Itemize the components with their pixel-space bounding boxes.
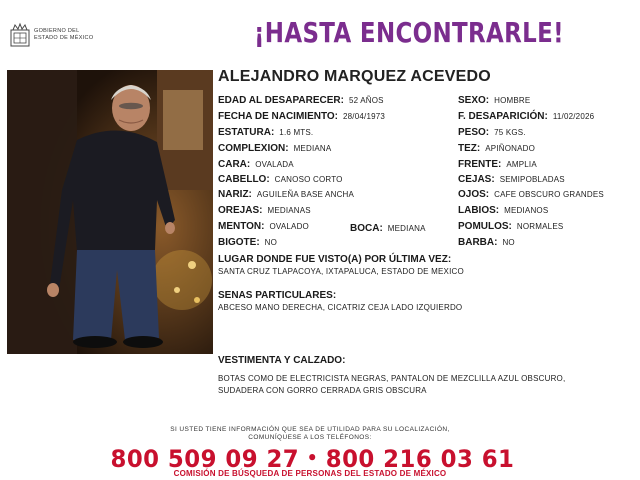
headline: ¡HASTA ENCONTRARLE! xyxy=(254,16,564,49)
phone-separator: • xyxy=(306,448,319,469)
pomulos-value: NORMALES xyxy=(516,222,564,231)
frente-value: AMPLIA xyxy=(506,160,537,169)
field-peso xyxy=(458,127,526,139)
field-barba xyxy=(458,237,515,249)
phone-2[interactable]: 800 216 03 61 xyxy=(325,445,515,473)
barba-value: NO xyxy=(502,238,515,247)
logo-line-2: ESTADO DE MÉXICO xyxy=(34,35,94,41)
field-tez xyxy=(458,143,535,155)
cejas-value: SEMIPOBLADAS xyxy=(499,175,565,184)
field-labios xyxy=(458,205,548,217)
field-sexo xyxy=(458,95,530,107)
phone-1[interactable]: 800 509 09 27 xyxy=(110,445,300,473)
edad-label: EDAD AL DESAPARECER: xyxy=(218,95,344,106)
peso-value: 75 KGS. xyxy=(494,128,526,137)
cabello-label: CABELLO: xyxy=(218,174,270,185)
boca-label: BOCA: xyxy=(350,223,383,234)
desaparicion-label: F. DESAPARICIÓN: xyxy=(458,111,548,122)
estatura-value: 1.6 MTS. xyxy=(279,128,314,137)
orejas-value: MEDIANAS xyxy=(267,206,311,215)
government-logo xyxy=(8,22,128,50)
sexo-value: HOMBRE xyxy=(494,96,531,105)
ojos-value: CAFE OBSCURO GRANDES xyxy=(494,190,604,199)
commission-name: COMISIÓN DE BÚSQUEDA DE PERSONAS DEL ESTADO DE MÉXICO xyxy=(173,469,447,478)
clothing-line-1: BOTAS COMO DE ELECTRICISTA NEGRAS, PANTALON DE MEZCLILLA AZUL OBSCURO, xyxy=(218,374,566,383)
field-cejas xyxy=(458,174,565,186)
sexo-label: SEXO: xyxy=(458,95,490,106)
menton-value: OVALADO xyxy=(269,222,309,231)
menton-label: MENTON: xyxy=(218,221,265,232)
nacimiento-label: FECHA DE NACIMIENTO: xyxy=(218,111,338,122)
field-complexion xyxy=(218,143,331,155)
distinguishing-marks-value: ABCESO MANO DERECHA, CICATRIZ CEJA LADO IZQUIERDO xyxy=(218,303,463,312)
labios-label: LABIOS: xyxy=(458,205,500,216)
field-nacimiento xyxy=(218,111,385,123)
field-bigote xyxy=(218,237,277,249)
field-nariz xyxy=(218,189,354,201)
state-seal-icon xyxy=(10,22,30,48)
logo-line-1: GOBIERNO DEL xyxy=(34,28,80,34)
field-cabello xyxy=(218,174,343,186)
peso-label: PESO: xyxy=(458,127,490,138)
nacimiento-value: 28/04/1973 xyxy=(343,112,386,121)
orejas-label: OREJAS: xyxy=(218,205,263,216)
cabello-value: CANOSO CORTO xyxy=(274,175,343,184)
last-seen-label: LUGAR DONDE FUE VISTO(A) POR ÚLTIMA VEZ: xyxy=(218,254,452,265)
barba-label: BARBA: xyxy=(458,237,498,248)
info-line-2: COMUNÍQUESE A LOS TELÉFONOS: xyxy=(248,434,372,441)
ojos-label: OJOS: xyxy=(458,189,490,200)
bigote-value: NO xyxy=(264,238,278,247)
field-orejas xyxy=(218,205,311,217)
tez-value: APIÑONADO xyxy=(485,144,536,153)
field-cara xyxy=(218,159,294,171)
edad-value: 52 AÑOS xyxy=(348,96,384,105)
frente-label: FRENTE: xyxy=(458,159,502,170)
cejas-label: CEJAS: xyxy=(458,174,495,185)
field-edad xyxy=(218,95,384,107)
complexion-label: COMPLEXION: xyxy=(218,143,289,154)
field-boca xyxy=(350,223,426,235)
distinguishing-marks-label: SENAS PARTICULARES: xyxy=(218,290,337,301)
field-ojos xyxy=(458,189,604,201)
labios-value: MEDIANOS xyxy=(504,206,549,215)
field-menton xyxy=(218,221,309,233)
estatura-label: ESTATURA: xyxy=(218,127,275,138)
cara-label: CARA: xyxy=(218,159,251,170)
pomulos-label: POMULOS: xyxy=(458,221,512,232)
field-pomulos xyxy=(458,221,563,233)
cara-value: OVALADA xyxy=(255,160,294,169)
desaparicion-value: 11/02/2026 xyxy=(552,112,595,121)
clothing-line-2: SUDADERA CON GORRO CERRADA GRIS OBSCURA xyxy=(218,386,427,395)
nariz-label: NARIZ: xyxy=(218,189,252,200)
complexion-value: MEDIANA xyxy=(293,144,332,153)
missing-person-photo xyxy=(7,70,213,354)
field-frente xyxy=(458,159,537,171)
nariz-value: AGUILEÑA BASE ANCHA xyxy=(256,190,355,199)
bigote-label: BIGOTE: xyxy=(218,237,260,248)
person-name: ALEJANDRO MARQUEZ ACEVEDO xyxy=(218,68,491,85)
boca-value: MEDIANA xyxy=(387,224,426,233)
field-estatura xyxy=(218,127,313,139)
clothing-label: VESTIMENTA Y CALZADO: xyxy=(218,355,346,366)
tez-label: TEZ: xyxy=(458,143,481,154)
last-seen-value: SANTA CRUZ TLAPACOYA, IXTAPALUCA, ESTADO DE MEXICO xyxy=(218,267,464,276)
field-desaparicion xyxy=(458,111,594,123)
info-line-1: SI USTED TIENE INFORMACIÓN QUE SEA DE UTILIDAD PARA SU LOCALIZACIÓN, xyxy=(170,426,450,433)
